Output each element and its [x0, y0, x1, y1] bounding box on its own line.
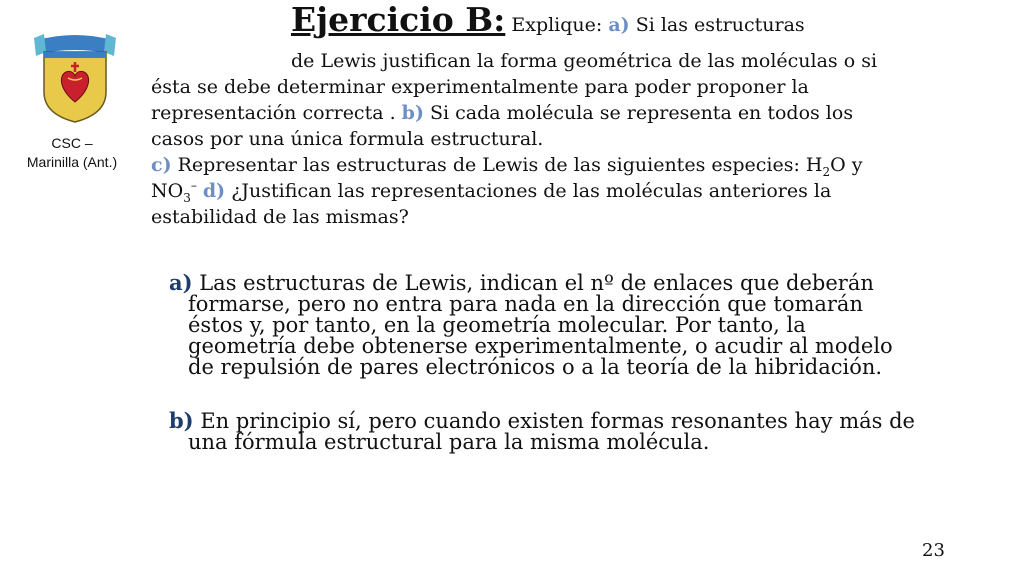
- h2o-subscript: 2: [822, 164, 831, 179]
- question-body: [151, 48, 891, 230]
- question-c-text-mid: O y NO: [151, 154, 863, 202]
- shield-emblem-icon: [30, 32, 120, 124]
- logo-caption: [14, 134, 130, 172]
- exercise-title: Ejercicio B:: [291, 0, 506, 39]
- exercise-heading: [291, 0, 931, 39]
- question-d-text: ¿Justifican las representaciones de las moléculas anteriores la estabilidad de las mismas?: [151, 180, 832, 228]
- logo-caption-line-1: CSC –: [51, 135, 93, 151]
- question-b-mark: b): [401, 102, 424, 124]
- question-a-mark: a): [608, 14, 630, 36]
- page-number: 23: [922, 540, 945, 561]
- answer-b-label: b): [169, 408, 194, 433]
- answer-a-label: a): [169, 270, 193, 295]
- answer-b: [169, 410, 918, 453]
- school-logo: [30, 32, 120, 124]
- answer-a: [169, 272, 918, 378]
- answer-b-text: En principio sí, pero cuando existen formas resonantes hay más de una fórmula estructural para la misma molécula.: [188, 409, 915, 454]
- logo-caption-line-2: Marinilla (Ant.): [26, 154, 118, 170]
- no3-superscript: –: [190, 178, 197, 193]
- question-a-indent: [151, 50, 291, 72]
- exercise-intro: Explique:: [511, 14, 603, 36]
- question-a-text-first: Si las estructuras: [635, 14, 805, 36]
- question-d-mark: d): [202, 180, 226, 202]
- answer-a-text: Las estructuras de Lewis, indican el nº de enlaces que deberán formarse, pero no entra para nada en la dirección que tomarán éstos y, por tanto, en la geometría molecular. Por tanto, la geometría debe obtenerse experimentalmente, o acudir al modelo de repulsión de pares electrónicos o a la teoría de la hibridación.: [188, 271, 893, 379]
- no3-subscript: 3: [183, 190, 191, 205]
- question-b-text: Si cada molécula se representa en todos los casos por una única formula estructural.: [151, 102, 854, 150]
- question-c-mark: c): [151, 154, 172, 176]
- question-a-text-rest: de Lewis justifican la forma geométrica de las moléculas o si ésta se debe determinar experimentalmente para poder proponer la representación correcta .: [151, 50, 878, 124]
- question-c-text: Representar las estructuras de Lewis de las siguientes especies: H: [177, 154, 823, 176]
